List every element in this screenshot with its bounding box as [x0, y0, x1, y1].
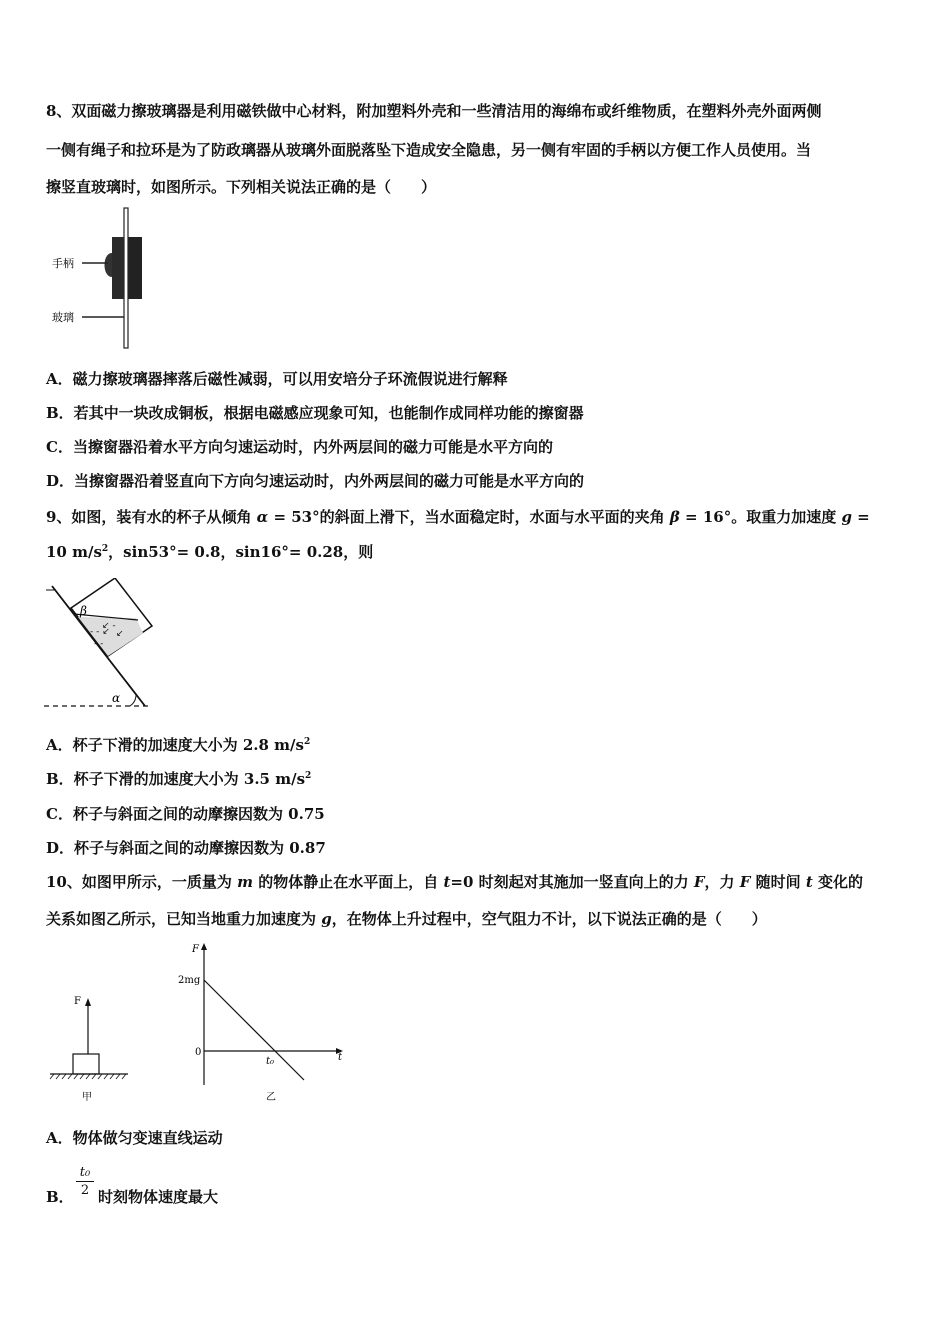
q10-option-a: A．物体做匀变速直线运动: [46, 1129, 223, 1147]
svg-text:‑ ‑: ‑ ‑: [94, 639, 104, 649]
label-2mg: 2mg: [178, 975, 201, 986]
q8-figure-window-cleaner: [50, 205, 160, 350]
q10-figure-yi-graph: [176, 940, 356, 1105]
q8-option-c: C．当擦窗器沿着水平方向匀速运动时，内外两层间的磁力可能是水平方向的: [46, 438, 553, 456]
label-beta: β: [80, 604, 87, 618]
q8-option-a: A．磁力擦玻璃器摔落后磁性减弱，可以用安培分子环流假说进行解释: [46, 370, 508, 388]
q10-figure-jia: [46, 990, 136, 1105]
svg-text:↙ ‑: ↙ ‑: [102, 621, 116, 631]
q9-figure-cup-on-incline: [42, 578, 162, 713]
outer-magnet-block: [128, 237, 142, 299]
caption-jia: 甲: [82, 1092, 92, 1103]
q10-stem-line-2: 关系如图乙所示，已知当地重力加速度为 g，在物体上升过程中，空气阻力不计，以下说法正确的是（ ）: [46, 910, 767, 928]
q8-option-d: D．当擦窗器沿着竖直向下方向匀速运动时，内外两层间的磁力可能是水平方向的: [46, 472, 585, 490]
svg-text:‑ ‑ ↙: ‑ ‑ ↙: [90, 627, 110, 637]
q8-stem-line-2: 一侧有绳子和拉环是为了防政璃器从玻璃外面脱落坠下造成安全隐患，另一侧有牢固的手柄以方便工作人员使用。当: [46, 141, 812, 159]
q9-option-b: B．杯子下滑的加速度大小为 3.5 $m/s^2$: [46, 770, 312, 788]
q9-option-d: D．杯子与斜面之间的动摩擦因数为 0.87: [46, 839, 326, 857]
block: [73, 1054, 99, 1074]
glass-pane: [124, 208, 128, 348]
q8-option-b: B．若其中一块改成铜板，根据电磁感应现象可知，也能制作成同样功能的擦窗器: [46, 404, 584, 422]
q8-stem-line-1: 8、双面磁力擦玻璃器是利用磁铁做中心材料，附加塑料外壳和一些清洁用的海绵布或纤维物质，在塑料外壳外面两侧: [46, 102, 822, 120]
q10-option-b-text: 时刻物体速度最大: [98, 1188, 219, 1206]
fraction-numerator: t₀: [76, 1165, 94, 1182]
q9-option-c: C．杯子与斜面之间的动摩擦因数为 0.75: [46, 805, 325, 823]
handle-knob: [105, 253, 113, 277]
label-handle: 手柄: [52, 257, 74, 270]
label-axis-t: t: [338, 1052, 343, 1063]
q10-option-b-fraction: [76, 1165, 94, 1200]
label-origin: 0: [195, 1047, 202, 1058]
fraction-denominator: 2: [80, 1183, 90, 1198]
caption-yi: 乙: [266, 1092, 276, 1103]
label-alpha: α: [112, 691, 121, 705]
q10-option-b-prefix: B．: [46, 1188, 74, 1206]
q8-stem-line-3: 擦竖直玻璃时，如图所示。下列相关说法正确的是（ ）: [46, 178, 437, 196]
q9-option-a: A．杯子下滑的加速度大小为 2.8 $m/s^2$: [46, 736, 311, 754]
q9-stem-line-1: 9、如图，装有水的杯子从倾角 α = 53°的斜面上滑下，当水面稳定时，水面与水平面的夹角 β = 16°。取重力加速度 g =: [46, 508, 870, 526]
force-time-line: [204, 980, 304, 1080]
label-axis-F: F: [192, 944, 199, 955]
svg-text:↙: ↙: [116, 629, 124, 639]
q10-stem-line-1: 10、如图甲所示，一质量为 m 的物体静止在水平面上，自 t=0 时刻起对其施加一竖直向上的力 F，力 F 随时间 t 变化的: [46, 873, 863, 891]
label-force-F: F: [74, 996, 81, 1007]
inner-magnet-block: [112, 237, 124, 299]
label-glass: 玻璃: [52, 311, 74, 324]
label-t0: t₀: [266, 1056, 275, 1067]
q9-stem-line-2: 10 $m/s^2$，sin53°= 0.8，sin16°= 0.28，则: [46, 543, 374, 561]
